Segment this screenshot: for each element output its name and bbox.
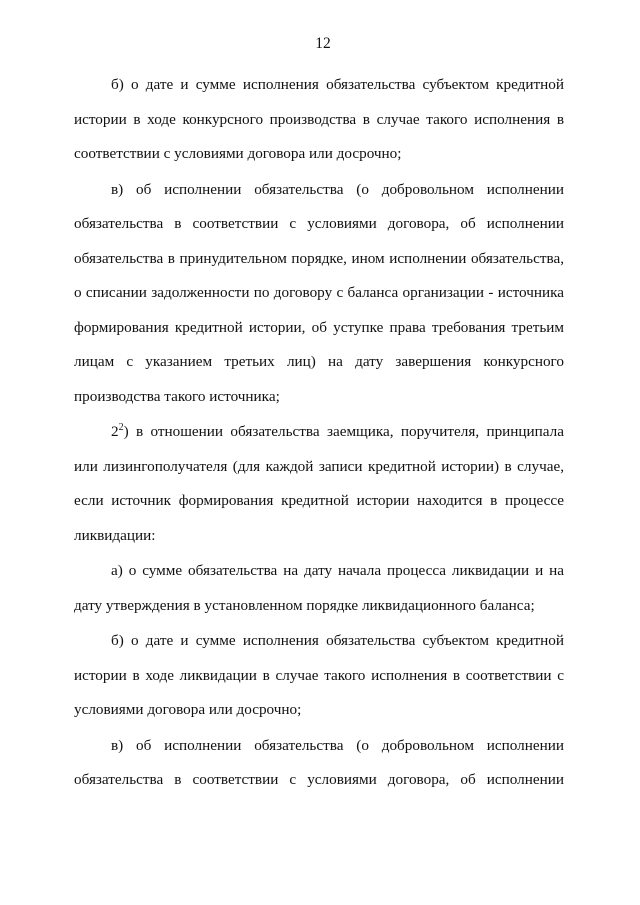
paragraph-v-bankruptcy bbox=[74, 173, 564, 415]
item-superscript: 2 bbox=[118, 422, 124, 433]
text-line: в) об исполнении обязательства (о добровольном исполнении bbox=[111, 180, 564, 198]
text-line: в) об исполнении обязательства (о добровольном исполнении bbox=[111, 736, 564, 754]
paragraph-item-2-2-liquidation bbox=[74, 415, 564, 553]
paragraph-a-liquidation bbox=[74, 554, 564, 623]
text-line: ликвидации: bbox=[74, 526, 156, 544]
text-line bbox=[74, 415, 564, 450]
text-line: истории в ходе ликвидации в случае такого исполнения в соответствии с bbox=[74, 666, 564, 684]
text-line: условиями договора или досрочно; bbox=[74, 701, 302, 718]
text-line: б) о дате и сумме исполнения обязательства субъектом кредитной bbox=[111, 632, 564, 649]
text-line: обязательства в соответствии с условиями договора, об исполнении bbox=[74, 215, 564, 232]
text-line-content: в отношении обязательства заемщика, поручителя, принципала bbox=[128, 423, 564, 440]
paragraph-b-liquidation bbox=[74, 624, 564, 728]
text-line: или лизингополучателя (для каждой записи кредитной истории) в случае, bbox=[74, 457, 564, 475]
text-line: о списании задолженности по договору с баланса организации - источника bbox=[74, 284, 564, 301]
text-line: формирования кредитной истории, об уступке права требования третьим bbox=[74, 318, 564, 336]
text-line: соответствии с условиями договора или досрочно; bbox=[74, 145, 402, 162]
text-line: обязательства в принудительном порядке, ином исполнении обязательства, bbox=[74, 249, 564, 267]
text-line: производства такого источника; bbox=[74, 387, 280, 405]
page-number: 12 bbox=[315, 35, 331, 52]
text-line: б) о дате и сумме исполнения обязательства субъектом кредитной bbox=[111, 76, 564, 93]
text-line: истории в ходе конкурсного производства в случае такого исполнения в bbox=[74, 110, 564, 128]
text-line: обязательства в соответствии с условиями договора, об исполнении bbox=[74, 771, 564, 788]
document-page bbox=[74, 34, 564, 798]
text-line: лицам с указанием третьих лиц) на дату завершения конкурсного bbox=[74, 353, 564, 370]
text-line: а) о сумме обязательства на дату начала процесса ликвидации и на bbox=[111, 562, 564, 579]
paragraph-b-bankruptcy bbox=[74, 68, 564, 172]
paragraph-v-liquidation bbox=[74, 729, 564, 798]
item-suffix: ) bbox=[123, 423, 129, 440]
text-line: если источник формирования кредитной истории находится в процессе bbox=[74, 492, 564, 509]
item-number: 2 bbox=[111, 423, 119, 440]
text-line: дату утверждения в установленном порядке ликвидационного баланса; bbox=[74, 596, 535, 614]
